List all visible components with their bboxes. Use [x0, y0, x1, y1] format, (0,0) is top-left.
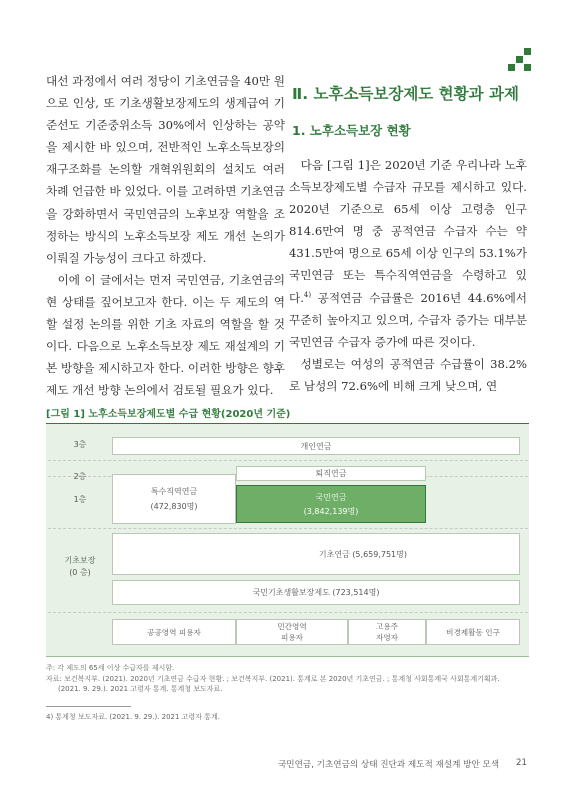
employer-line1: 고용주: [375, 622, 398, 631]
layer-divider: [48, 460, 528, 461]
right-paragraph-1: [289, 154, 527, 353]
national-pension-name: 국민연금: [315, 492, 347, 502]
employer-line2: 자영자: [375, 633, 398, 642]
special-pension-count: (472,830명): [150, 502, 198, 511]
level-label-2: 2층: [73, 472, 87, 481]
figure-bottom-rule: [46, 656, 529, 657]
private-employee-line2: 피용자: [280, 633, 303, 642]
box-personal-pension: 개인연금: [112, 437, 520, 455]
box-national-basic-livelihood: 국민기초생활보장제도 (723,514명): [112, 580, 520, 605]
category-economically-inactive: 비경제활동 인구: [426, 619, 520, 645]
special-pension-name: 특수직역연금: [150, 487, 198, 496]
box-basic-pension: 기초연금 (5,659,751명): [112, 533, 520, 575]
category-public-employee: 공공영역 피용자: [112, 619, 236, 645]
level-label-0: [50, 555, 110, 579]
note-line-1: 주: 각 제도의 65세 이상 수급자를 제시함.: [46, 664, 175, 672]
level-label-0-name: 기초보장: [64, 556, 96, 565]
note-line-2: 자료: 보건복지부. (2021). 2020년 기초연금 수급자 현황. ; 보건복지부. (2021). 통계로 본 2020년 기초연금. ; 통계청 사회통계국 사회통계기획과.: [46, 674, 500, 683]
section-title: Ⅱ. 노후소득보장제도 현황과 과제: [292, 85, 519, 103]
box-retirement-pension: 퇴직연금: [236, 466, 426, 481]
national-pension-count: (3,842,139명): [303, 506, 359, 516]
right-paragraph-2: 성별로는 여성의 공적연금 수급률이 38.2%로 남성의 72.6%에 비해 크게 낮으며, 연: [289, 356, 527, 393]
left-body-text: [46, 70, 285, 401]
footnote: 4) 통계청 보도자료. (2021. 9. 29.). 2021 고령자 통계.: [46, 713, 220, 721]
figure-notes: [46, 663, 536, 695]
right-body-text: [289, 154, 527, 397]
page-number: 21: [516, 758, 527, 768]
footnote-rule: [46, 706, 131, 707]
left-paragraph-2: 이에 이 글에서는 먼저 국민연금, 기초연금의 현 상태를 짚어보고자 한다. 이는 두 제도의 역할 설정 논의를 위한 기초 자료의 역할을 할 것이다. 다음으로 노후소득보장 제도 재설계의 기본 방향을 제시하고자 한다. 이러한 방향은 향후 제도 개선 방향 논의에서 검토될 필요가 있다.: [46, 272, 285, 398]
footnote-ref: 4): [303, 290, 312, 299]
level-label-0-sub: (0 층): [69, 568, 91, 577]
left-paragraph-1: 대선 과정에서 여러 정당이 기초연금을 40만 원으로 인상, 또 기초생활보장제도의 생계급여 기준선도 기준중위소득 30%에서 인상하는 공약을 제시한 바 있으며, 전반적인 노후소득보장의 재구조화를 논의할 개혁위원회의 설치도 여러 차례 언급한 바 있었다. 이를 고려하면 기초연금을 강화하면서 국민연금의 노후보장 역할을 조정하는 방식의 노후소득보장 제도 개선 논의가 이뤄질 가능성이 크다고 하겠다.: [46, 74, 285, 265]
corner-decoration: [524, 64, 531, 71]
figure-title: [그림 1] 노후소득보장제도별 수급 현황(2020년 기준): [46, 409, 291, 420]
subsection-title: 1. 노후소득보장 현황: [292, 123, 411, 138]
box-national-pension: [236, 485, 426, 523]
corner-decoration: [516, 56, 523, 63]
category-employer-self-employed: [348, 619, 426, 645]
private-employee-line1: 민간영역: [277, 622, 307, 631]
level-label-3: 3층: [73, 440, 87, 449]
layer-divider: [48, 528, 528, 529]
corner-decoration: [524, 48, 531, 55]
right-paragraph-1-tail: 공적연금 수급률은 2016년 44.6%에서 꾸준히 높아지고 있으며, 수급자 증가는 대부분 국민연금 수급자 증가에 따른 것이다.: [289, 290, 527, 349]
right-paragraph-1-text: 다음 [그림 1]은 2020년 기준 우리나라 노후소득보장제도별 수급자 규모를 제시하고 있다. 2020년 기준으로 65세 이상 고령층 인구 814.6만여 명 중 공적연금 수급자 수는 약 431.5만여 명으로 65세 이상 인구의 53.1%가 국민연금 또는 특수직역연금을 수령하고 있다.: [289, 158, 527, 305]
level-label-1: 1층: [73, 495, 87, 504]
layer-divider: [48, 612, 528, 613]
note-line-3: (2021. 9. 29.). 2021 고령자 통계. 통계청 보도자료.: [58, 685, 223, 693]
box-special-occupation-pension: [112, 474, 236, 524]
running-title: 국민연금, 기초연금의 상태 진단과 제도적 재설계 방안 모색: [278, 760, 500, 770]
corner-decoration: [508, 64, 515, 71]
category-private-employee: [236, 619, 348, 645]
